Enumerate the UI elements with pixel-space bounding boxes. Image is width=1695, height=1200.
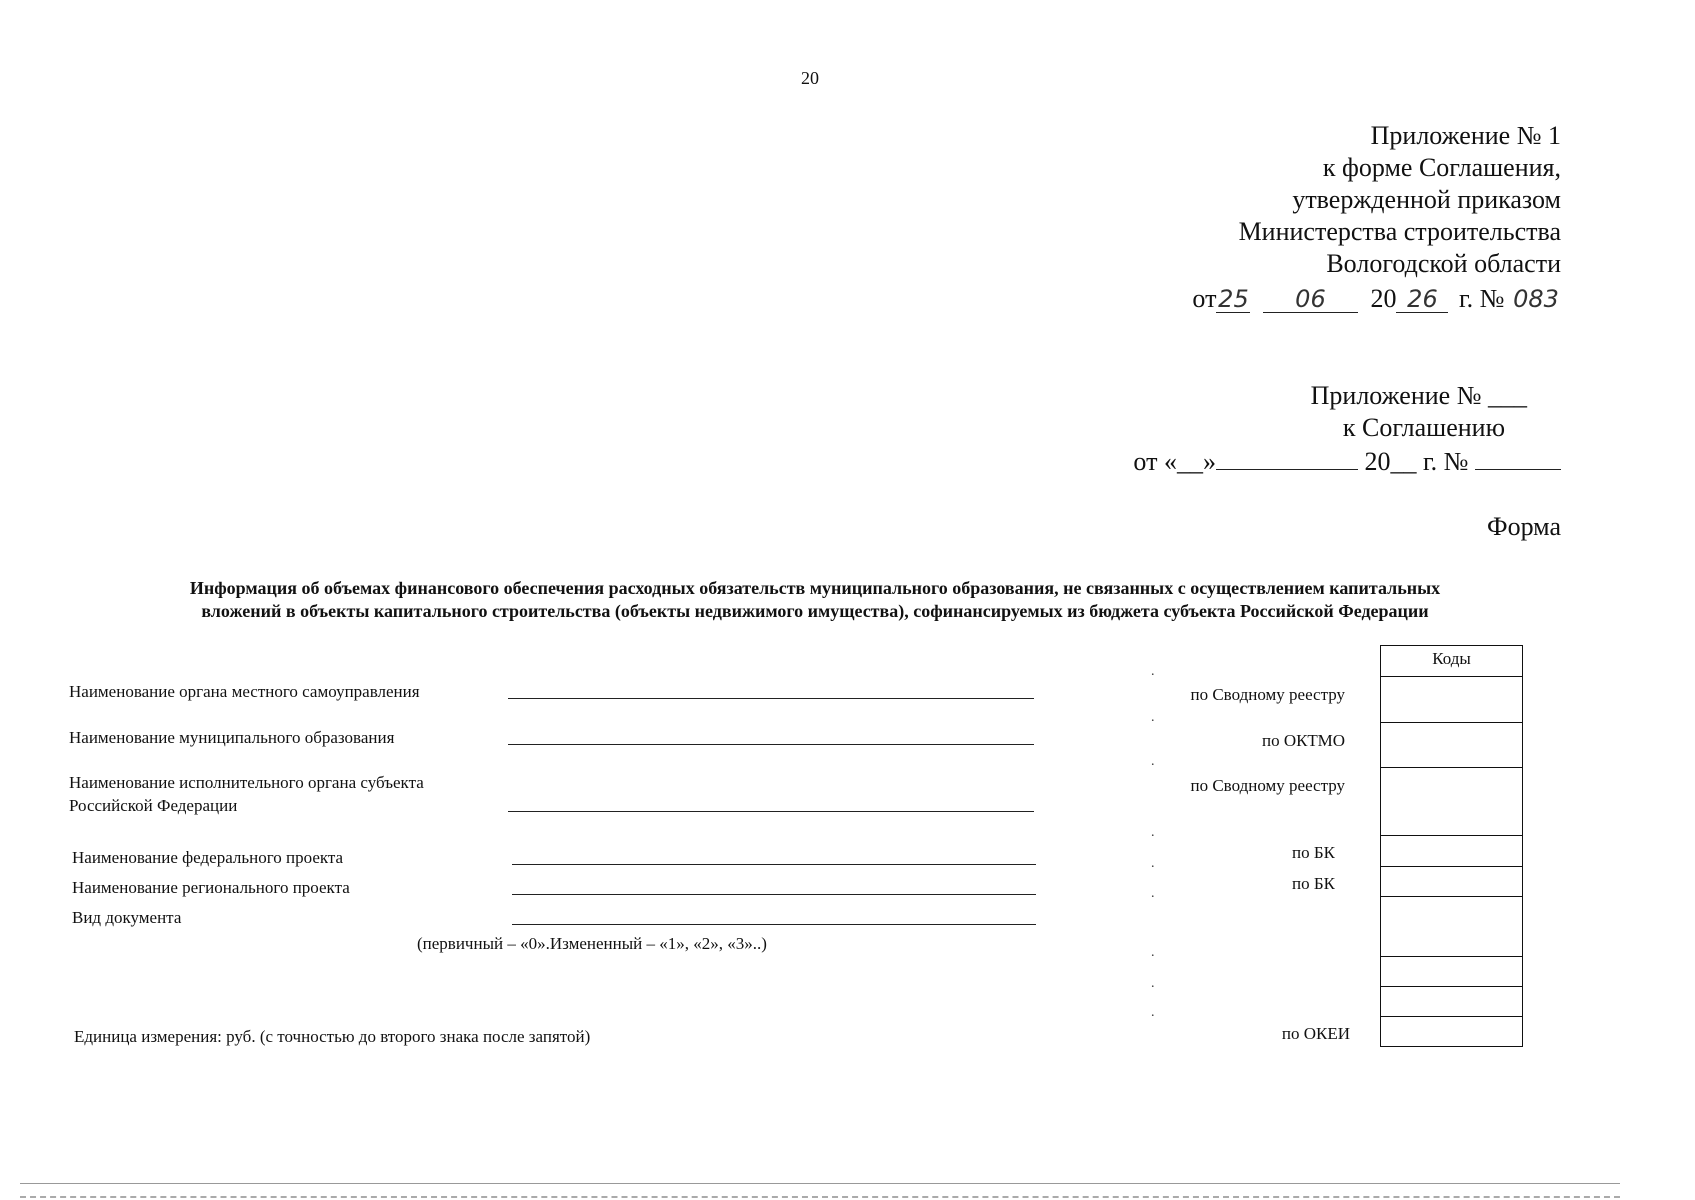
document-title	[90, 577, 1540, 623]
code-cell-svodny-reestr[interactable]	[1381, 676, 1522, 722]
approval-year-prefix: 20	[1370, 284, 1397, 313]
approval-year-label: г. №	[1458, 284, 1505, 313]
approval-number: 083	[1513, 285, 1559, 313]
approval-line: к форме Соглашения,	[1322, 153, 1561, 182]
approval-from-label: от	[1192, 284, 1217, 313]
label-municipality: Наименование муниципального образования	[69, 728, 395, 747]
dot-marker: .	[1151, 754, 1155, 769]
label-federal-project: Наименование федерального проекта	[72, 848, 344, 867]
label-executive-body-line: Российской Федерации	[69, 796, 238, 815]
appendix-date	[1133, 445, 1561, 478]
title-line: вложений в объекты капитального строительства (объекты недвижимого имущества), софинансируемых из бюджета субъекта Российской Федерации	[201, 601, 1429, 621]
appendix-number-blank	[1475, 445, 1561, 470]
fill-line-executive-body[interactable]	[508, 811, 1034, 812]
approval-year-suffix: 26	[1396, 286, 1448, 313]
approval-date	[1192, 283, 1561, 315]
code-cell-svodny-reestr-2[interactable]	[1381, 767, 1522, 835]
approval-line: Министерства строительства	[1238, 217, 1561, 246]
page-number: 20	[801, 68, 819, 88]
dot-marker: .	[1151, 886, 1155, 901]
appendix-block	[1311, 380, 1561, 444]
label-executive-body	[69, 771, 424, 817]
appendix-subtitle: к Соглашению	[1342, 413, 1505, 442]
appendix-number-label: г. №	[1422, 447, 1469, 476]
approval-line: Приложение № 1	[1370, 121, 1561, 150]
code-label-oktmo: по ОКТМО	[1261, 731, 1345, 750]
approval-day: 25	[1218, 285, 1249, 313]
form-label: Форма	[1487, 512, 1561, 541]
code-label-okei: по ОКЕИ	[1281, 1024, 1350, 1043]
appendix-title: Приложение № ___	[1310, 381, 1527, 410]
dot-marker: .	[1151, 710, 1155, 725]
dot-marker: .	[1151, 664, 1155, 679]
document-type-hint: (первичный – «0».Измененный – «1», «2», «3»..)	[417, 934, 767, 953]
label-regional-project: Наименование регионального проекта	[72, 878, 350, 897]
fill-line-document-type[interactable]	[512, 924, 1036, 925]
code-label-bk: по БК	[1292, 843, 1335, 862]
codes-table	[1380, 645, 1523, 1047]
label-executive-body-line: Наименование исполнительного органа субъекта	[69, 773, 424, 792]
dot-marker: .	[1151, 945, 1155, 960]
label-unit: Единица измерения: руб. (с точностью до второго знака после запятой)	[74, 1027, 591, 1046]
dot-marker: .	[1151, 976, 1155, 991]
dot-marker: .	[1151, 1005, 1155, 1020]
code-label-svodny-reestr-2: по Сводному реестру	[1190, 776, 1345, 795]
fill-line-regional-project[interactable]	[512, 894, 1036, 895]
code-cell-bk[interactable]	[1381, 835, 1522, 866]
appendix-date-start: от «__»	[1133, 447, 1216, 476]
code-label-svodny-reestr: по Сводному реестру	[1190, 685, 1345, 704]
appendix-month-blank	[1216, 445, 1358, 470]
appendix-date-year: 20__	[1364, 447, 1417, 476]
code-cell-blank[interactable]	[1381, 956, 1522, 986]
fill-line-federal-project[interactable]	[512, 864, 1036, 865]
title-line: Информация об объемах финансового обеспечения расходных обязательств муниципального образования, не связанных с осуществлением капитальных	[189, 578, 1441, 598]
code-cell-oktmo[interactable]	[1381, 722, 1522, 767]
codes-header: Коды	[1432, 649, 1471, 668]
code-cell-blank[interactable]	[1381, 986, 1522, 1016]
approval-line: Вологодской области	[1326, 249, 1561, 278]
approval-line: утвержденной приказом	[1292, 185, 1561, 214]
scan-edge-line	[20, 1183, 1620, 1184]
label-document-type: Вид документа	[72, 908, 182, 927]
dot-marker: .	[1151, 825, 1155, 840]
code-cell-bk-2[interactable]	[1381, 866, 1522, 896]
fill-line-municipality[interactable]	[508, 744, 1034, 745]
approval-month: 06	[1263, 286, 1358, 313]
code-cell-okei[interactable]	[1381, 1016, 1522, 1046]
code-label-bk-2: по БК	[1292, 874, 1335, 893]
label-local-authority: Наименование органа местного самоуправления	[69, 682, 420, 701]
approval-block	[1239, 120, 1561, 280]
code-cell-document-type[interactable]	[1381, 896, 1522, 956]
fill-line-local-authority[interactable]	[508, 698, 1034, 699]
scan-edge-line	[20, 1196, 1620, 1198]
dot-marker: .	[1151, 856, 1155, 871]
